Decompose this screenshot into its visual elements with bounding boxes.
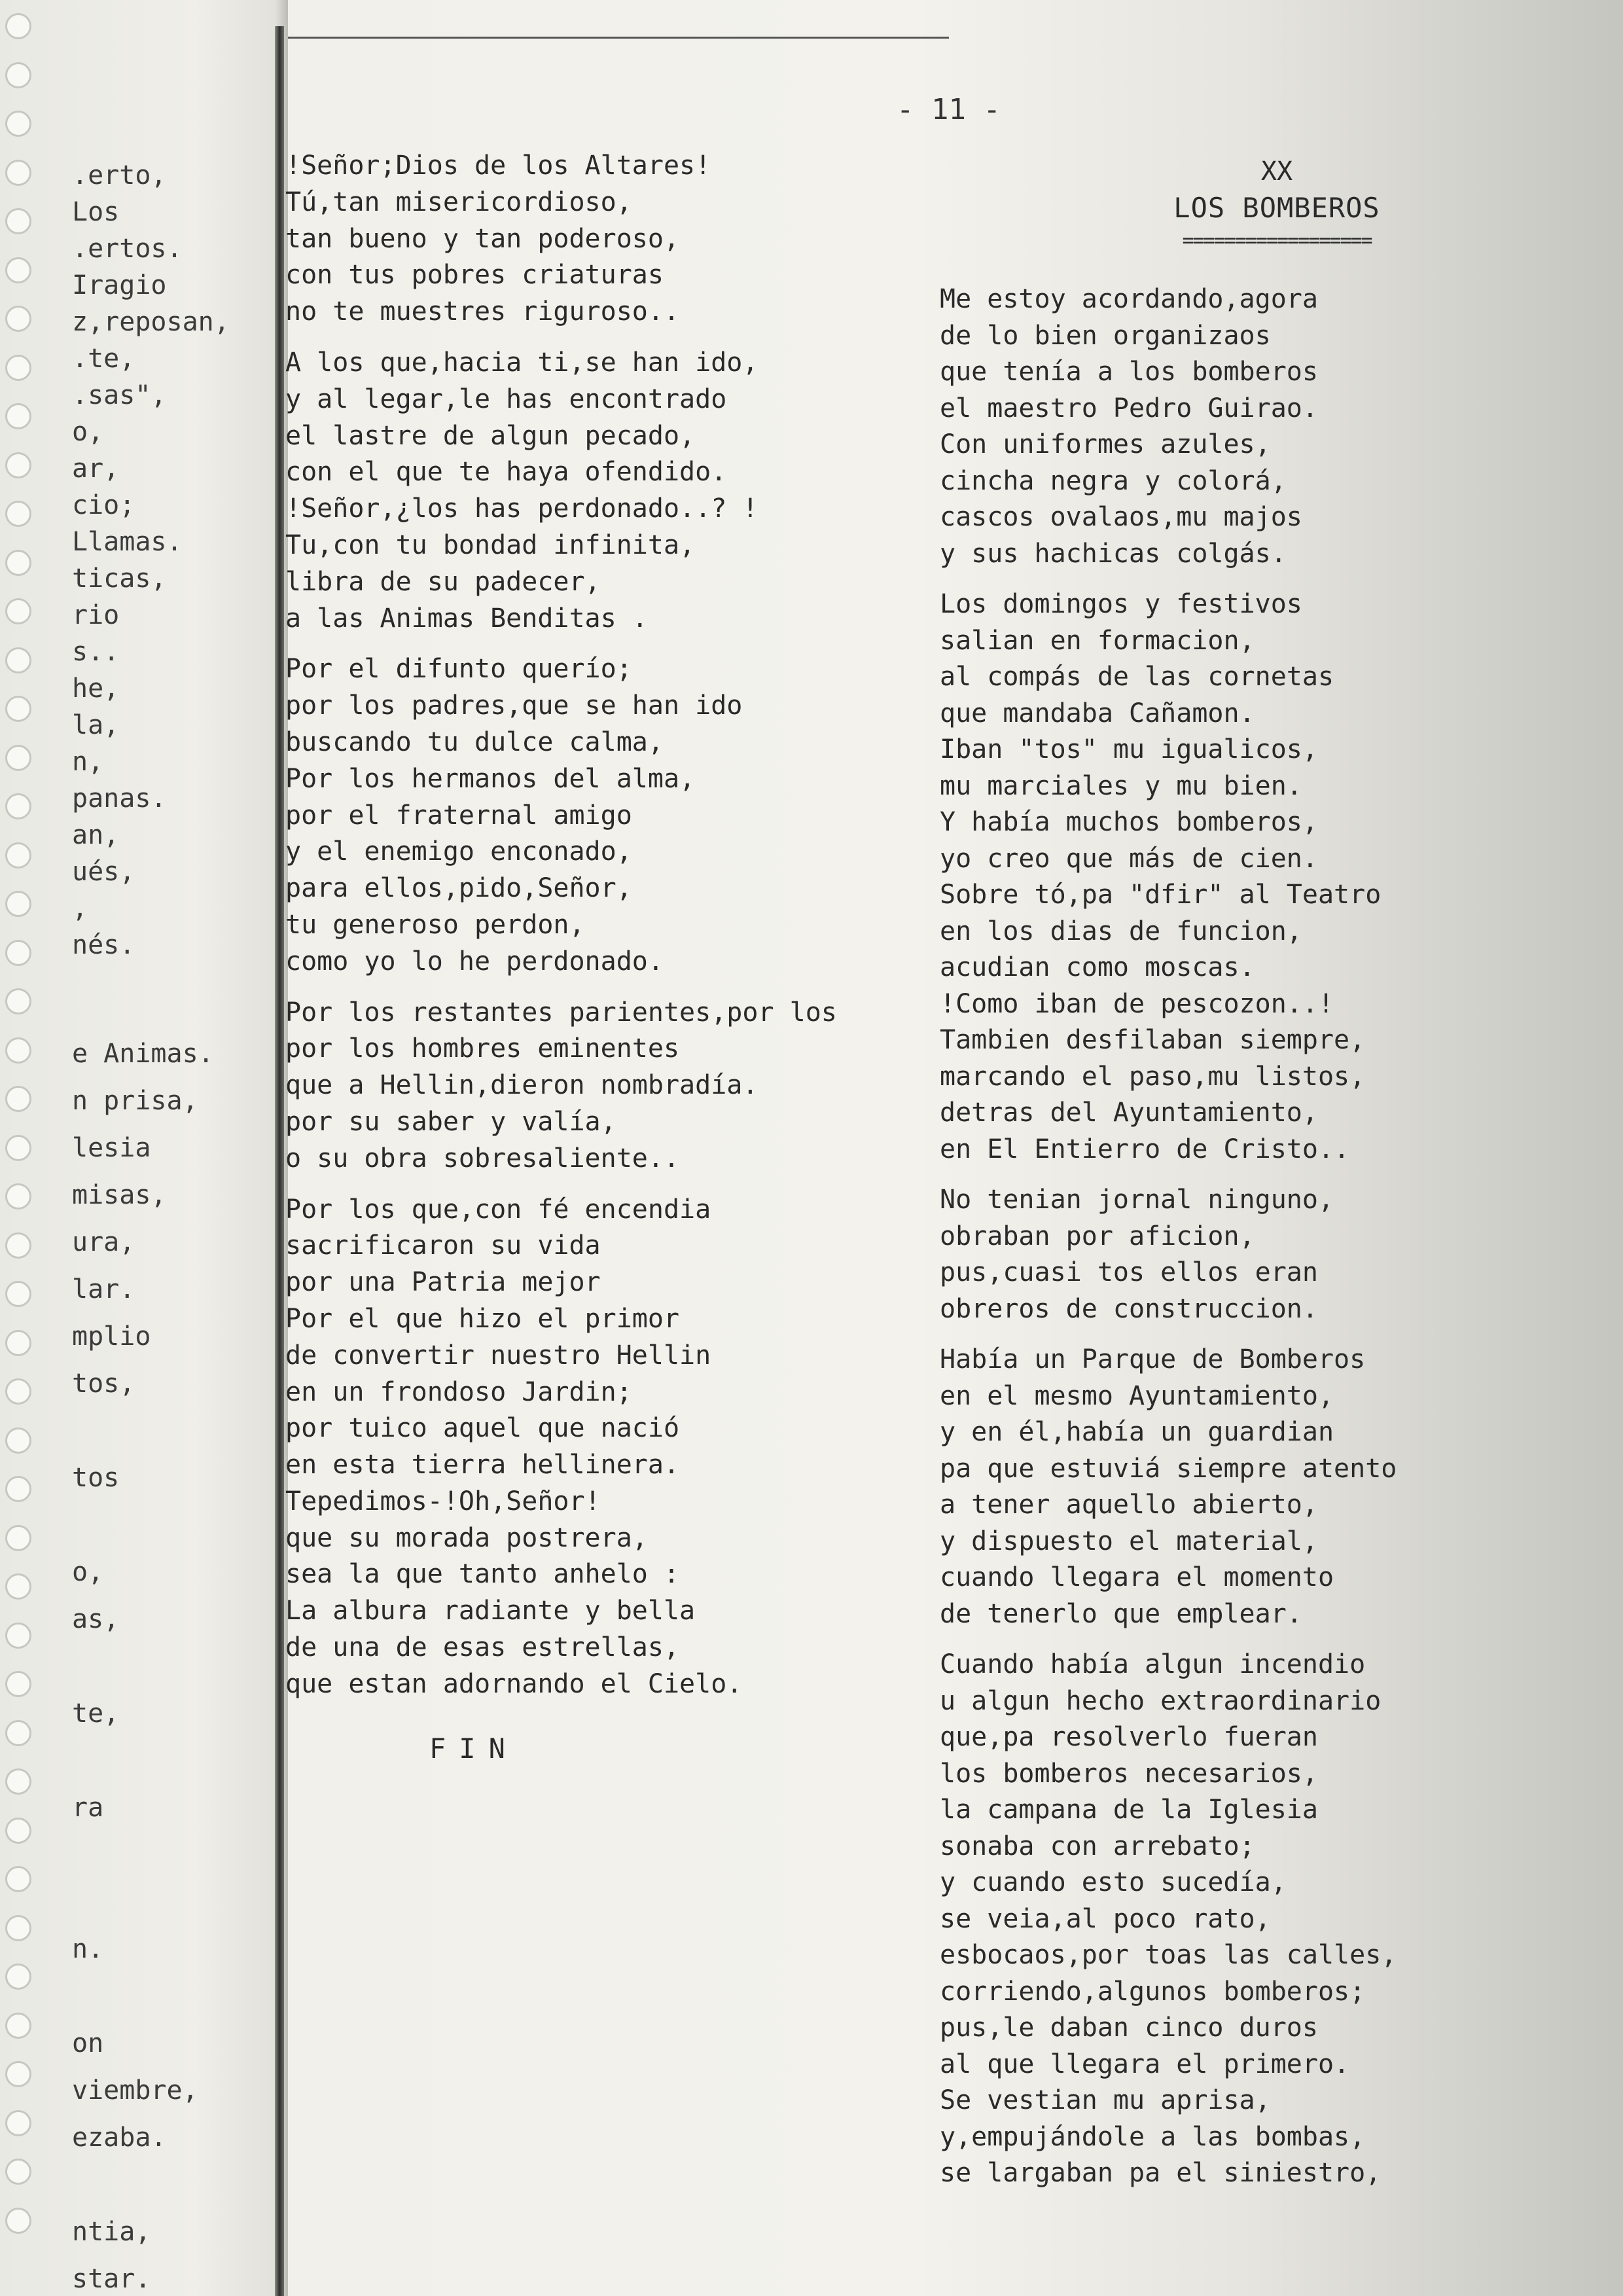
stanza — [285, 345, 940, 637]
page-top-edge — [288, 37, 949, 39]
verse-line: de lo bien organizaos — [940, 320, 1271, 351]
binding-ring — [5, 1476, 31, 1502]
previous-page-line: misas, — [72, 1180, 167, 1210]
verse-line: en un frondoso Jardin; — [285, 1376, 632, 1407]
stanza — [940, 1182, 1614, 1327]
previous-page-line: o, — [72, 417, 104, 447]
verse-line: acudian como moscas. — [940, 952, 1255, 982]
verse-line: corriendo,algunos bomberos; — [940, 1976, 1366, 2007]
verse-line: los bomberos necesarios, — [940, 1758, 1318, 1789]
binding-ring — [5, 550, 31, 576]
previous-page-line: .sas", — [72, 380, 167, 410]
verse-line: de convertir nuestro Hellin — [285, 1340, 711, 1371]
verse-line: como yo lo he perdonado. — [285, 946, 664, 977]
verse-line: se largaban pa el siniestro, — [940, 2158, 1382, 2188]
binding-ring — [5, 891, 31, 917]
binding-ring — [5, 1232, 31, 1259]
previous-page-line: nés. — [72, 930, 135, 960]
binding-ring — [5, 62, 31, 88]
previous-page-line — [72, 1648, 288, 1695]
previous-page-line — [72, 2166, 288, 2214]
verse-line: sonaba con arrebato; — [940, 1831, 1255, 1861]
stanza — [940, 1647, 1614, 2192]
binding-ring — [5, 1183, 31, 1210]
verse-line: obraban por aficion, — [940, 1221, 1255, 1251]
previous-page-line: ar, — [72, 454, 120, 484]
binding-ring — [5, 598, 31, 624]
verse-line: en El Entierro de Cristo.. — [940, 1134, 1350, 1164]
binding-ring — [5, 1623, 31, 1649]
verse-line: Se vestian mu aprisa, — [940, 2085, 1271, 2115]
verse-line: pus,cuasi tos ellos eran — [940, 1257, 1318, 1287]
verse-line: la campana de la Iglesia — [940, 1795, 1318, 1825]
binding-ring — [5, 257, 31, 283]
verse-line: que tenía a los bomberos — [940, 357, 1318, 387]
previous-page-line: o, — [72, 1557, 104, 1587]
previous-page-line — [72, 1884, 288, 1931]
verse-line: y,empujándole a las bombas, — [940, 2121, 1366, 2152]
verse-line: La albura radiante y bella — [285, 1596, 696, 1626]
verse-line: que a Hellin,dieron nombradía. — [285, 1070, 758, 1101]
previous-page-line: z,reposan, — [72, 307, 230, 337]
verse-line: que,pa resolverlo fueran — [940, 1722, 1318, 1752]
binding-ring — [5, 111, 31, 137]
previous-page-line: Iragio — [72, 270, 167, 300]
binding-ring — [5, 452, 31, 478]
previous-page-line — [72, 1837, 288, 1884]
verse-line: Por el que hizo el primor — [285, 1303, 680, 1334]
previous-page-line — [72, 1978, 288, 2025]
previous-page-line: lesia — [72, 1133, 151, 1163]
previous-page-line: star. — [72, 2264, 151, 2294]
verse-line: Me estoy acordando,agora — [940, 284, 1318, 314]
previous-page-line: as, — [72, 1604, 120, 1634]
binding-ring — [5, 1818, 31, 1844]
verse-line: cuando llegara el momento — [940, 1562, 1334, 1592]
previous-page-line: , — [72, 893, 88, 924]
verse-line: de una de esas estrellas, — [285, 1632, 680, 1663]
verse-line: para ellos,pido,Señor, — [285, 873, 632, 904]
previous-page-line: mplio — [72, 1321, 151, 1352]
binding-ring — [5, 208, 31, 234]
verse-line: esbocaos,por toas las calles, — [940, 1940, 1397, 1970]
previous-page-line: Los — [72, 197, 120, 227]
right-poem-stanzas — [940, 281, 1614, 2192]
verse-line: buscando tu dulce calma, — [285, 726, 664, 757]
verse-line: A los que,hacia ti,se han ido, — [285, 347, 758, 378]
verse-line: y en él,había un guardian — [940, 1417, 1334, 1447]
binding-ring — [5, 2013, 31, 2039]
verse-line: mu marciales y mu bien. — [940, 770, 1302, 801]
verse-line: que mandaba Cañamon. — [940, 698, 1255, 728]
previous-page-line: rio — [72, 600, 120, 630]
page-number: - 11 - — [897, 93, 1001, 126]
binding-ring — [5, 1573, 31, 1600]
previous-page-line: he, — [72, 673, 120, 704]
verse-line: por los hombres eminentes — [285, 1033, 680, 1064]
stanza — [285, 1192, 940, 1703]
previous-page-line: tos — [72, 1463, 120, 1493]
previous-page-line: ra — [72, 1793, 104, 1823]
verse-line: no te muestres riguroso.. — [285, 296, 680, 327]
previous-page-line: la, — [72, 710, 120, 740]
section-title: LOS BOMBEROS — [1173, 192, 1380, 224]
binding-ring — [5, 1378, 31, 1405]
verse-line: por los padres,que se han ido — [285, 691, 743, 721]
verse-line: al compás de las cornetas — [940, 662, 1334, 692]
previous-page-line — [72, 1412, 288, 1460]
left-poem-stanzas — [285, 148, 940, 1703]
binding-ring — [5, 745, 31, 771]
verse-line: cascos ovalaos,mu majos — [940, 502, 1302, 532]
binding-ring — [5, 1768, 31, 1795]
previous-page-line: viembre, — [72, 2075, 198, 2106]
stanza — [940, 1342, 1614, 1632]
binding-ring — [5, 696, 31, 722]
verse-line: por el fraternal amigo — [285, 800, 632, 831]
binding-ring — [5, 1915, 31, 1941]
previous-page-line: ticas, — [72, 564, 167, 594]
verse-line: en esta tierra hellinera. — [285, 1450, 680, 1480]
verse-line: No tenian jornal ninguno, — [940, 1185, 1334, 1215]
binding-ring — [5, 940, 31, 966]
previous-page-line: an, — [72, 820, 120, 850]
verse-line: o su obra sobresaliente.. — [285, 1143, 680, 1174]
stanza — [940, 586, 1614, 1168]
verse-line: detras del Ayuntamiento, — [940, 1098, 1318, 1128]
previous-page-line: .ertos. — [72, 234, 183, 264]
verse-line: Por los restantes parientes,por los — [285, 997, 837, 1028]
binding-ring — [5, 306, 31, 332]
verse-line: Tu,con tu bondad infinita, — [285, 529, 696, 560]
previous-page-line: cio; — [72, 490, 135, 520]
binding-ring — [5, 1037, 31, 1064]
verse-line: obreros de construccion. — [940, 1293, 1318, 1324]
binding-ring — [5, 2208, 31, 2234]
verse-line: tu generoso perdon, — [285, 909, 585, 940]
binding-ring — [5, 1086, 31, 1112]
binding-ring — [5, 2061, 31, 2087]
previous-page-line: n prisa, — [72, 1086, 198, 1116]
binding-ring — [5, 13, 31, 39]
verse-line: al que llegara el primero. — [940, 2049, 1350, 2079]
verse-line: cincha negra y colorá, — [940, 465, 1287, 496]
verse-line: el lastre de algun pecado, — [285, 420, 696, 451]
verse-line: Por los que,con fé encendia — [285, 1194, 711, 1225]
binding-ring — [5, 1330, 31, 1356]
verse-line: en los dias de funcion, — [940, 916, 1302, 946]
stanza — [285, 148, 940, 331]
verse-line: u algun hecho extraordinario — [940, 1685, 1382, 1716]
verse-line: Tú,tan misericordioso, — [285, 187, 632, 217]
stanza — [285, 995, 940, 1177]
previous-page-line: ués, — [72, 857, 135, 887]
verse-line: Tepedimos-!Oh,Señor! — [285, 1486, 601, 1516]
verse-line: Los domingos y festivos — [940, 589, 1302, 619]
verse-line: y sus hachicas colgás. — [940, 538, 1287, 569]
verse-line: Cuando había algun incendio — [940, 1649, 1366, 1679]
verse-line: de tenerlo que emplear. — [940, 1598, 1302, 1629]
binding-ring — [5, 1671, 31, 1697]
verse-line: y el enemigo enconado, — [285, 836, 632, 867]
verse-line: se veia,al poco rato, — [940, 1903, 1271, 1934]
binding-ring — [5, 842, 31, 869]
verse-line: libra de su padecer, — [285, 566, 601, 597]
previous-page-line: ezaba. — [72, 2123, 167, 2153]
verse-line: Por los hermanos del alma, — [285, 763, 696, 794]
previous-page-line: lar. — [72, 1274, 135, 1304]
page-fold-shadow — [275, 26, 284, 2296]
previous-page-line: n, — [72, 747, 104, 777]
fin-mark: FIN — [429, 1732, 518, 1765]
previous-page-strip — [0, 0, 288, 2296]
binding-ring — [5, 793, 31, 819]
verse-line: con tus pobres criaturas — [285, 260, 664, 291]
verse-line: sea la que tanto anhelo : — [285, 1559, 680, 1590]
verse-line: con el que te haya ofendido. — [285, 457, 727, 488]
binding-ring — [5, 1720, 31, 1746]
verse-line: a tener aquello abierto, — [940, 1490, 1318, 1520]
binding-ring — [5, 1866, 31, 1892]
verse-line: y al legar,le has encontrado — [285, 384, 727, 414]
verse-line: !Señor,¿los has perdonado..? ! — [285, 493, 758, 524]
binding-ring — [5, 1427, 31, 1454]
verse-line: a las Animas Benditas . — [285, 603, 648, 634]
verse-line: que estan adornando el Cielo. — [285, 1668, 743, 1699]
previous-page-line: n. — [72, 1934, 104, 1964]
previous-page-line: Llamas. — [72, 527, 183, 557]
stanza — [940, 281, 1614, 572]
previous-page-line: te, — [72, 1698, 120, 1729]
verse-line: tan bueno y tan poderoso, — [285, 223, 680, 254]
title-underline: ================== — [1182, 229, 1372, 252]
verse-line: Había un Parque de Bomberos — [940, 1344, 1366, 1374]
binding-ring — [5, 501, 31, 527]
verse-line: marcando el paso,mu listos, — [940, 1061, 1366, 1092]
binding-ring — [5, 647, 31, 673]
right-poem-column — [940, 154, 1614, 2206]
verse-line: sacrificaron su vida — [285, 1230, 601, 1261]
verse-line: Iban "tos" mu igualicos, — [940, 734, 1318, 764]
binding-ring — [5, 2110, 31, 2136]
verse-line: Sobre tó,pa "dfir" al Teatro — [940, 880, 1382, 910]
previous-page-line — [72, 1507, 288, 1554]
verse-line: por su saber y valía, — [285, 1106, 616, 1137]
binding-ring — [5, 988, 31, 1014]
stanza — [285, 651, 940, 980]
previous-page-line: .te, — [72, 344, 135, 374]
binding-ring — [5, 1525, 31, 1551]
previous-page-line: panas. — [72, 783, 167, 814]
previous-page-line: s.. — [72, 637, 120, 667]
verse-line: Por el difunto querío; — [285, 654, 632, 685]
verse-line: Tambien desfilaban siempre, — [940, 1025, 1366, 1055]
verse-line: y dispuesto el material, — [940, 1526, 1318, 1556]
verse-line: que su morada postrera, — [285, 1522, 648, 1553]
binding-ring — [5, 2159, 31, 2185]
verse-line: y cuando esto sucedía, — [940, 1867, 1287, 1897]
previous-page-line: tos, — [72, 1369, 135, 1399]
verse-line: Y había muchos bomberos, — [940, 807, 1318, 837]
verse-line: Con uniformes azules, — [940, 429, 1271, 459]
previous-page-line: on — [72, 2028, 104, 2058]
verse-line: el maestro Pedro Guirao. — [940, 393, 1318, 423]
previous-page-line — [72, 1742, 288, 1789]
previous-page-text — [72, 157, 288, 2296]
binding-ring — [5, 355, 31, 381]
verse-line: salian en formacion, — [940, 625, 1255, 656]
verse-line: en el mesmo Ayuntamiento, — [940, 1380, 1334, 1411]
verse-line: por tuico aquel que nació — [285, 1413, 680, 1444]
previous-page-line: ura, — [72, 1227, 135, 1257]
verse-line: !Como iban de pescozon..! — [940, 988, 1334, 1019]
binding-ring — [5, 1281, 31, 1307]
binding-ring — [5, 160, 31, 186]
verse-line: yo creo que más de cien. — [940, 843, 1318, 874]
verse-line: !Señor;Dios de los Altares! — [285, 151, 711, 181]
verse-line: pus,le daban cinco duros — [940, 2013, 1318, 2043]
previous-page-line: e Animas. — [72, 1039, 214, 1069]
previous-page-line: .erto, — [72, 160, 167, 190]
verse-line: por una Patria mejor — [285, 1267, 601, 1298]
section-number: XX — [1260, 156, 1293, 187]
binding-ring — [5, 1135, 31, 1161]
binding-ring — [5, 1964, 31, 1990]
previous-page-line: ntia, — [72, 2217, 151, 2247]
verse-line: pa que estuviá siempre atento — [940, 1453, 1397, 1484]
left-poem-column — [285, 148, 940, 1768]
binding-ring — [5, 403, 31, 429]
